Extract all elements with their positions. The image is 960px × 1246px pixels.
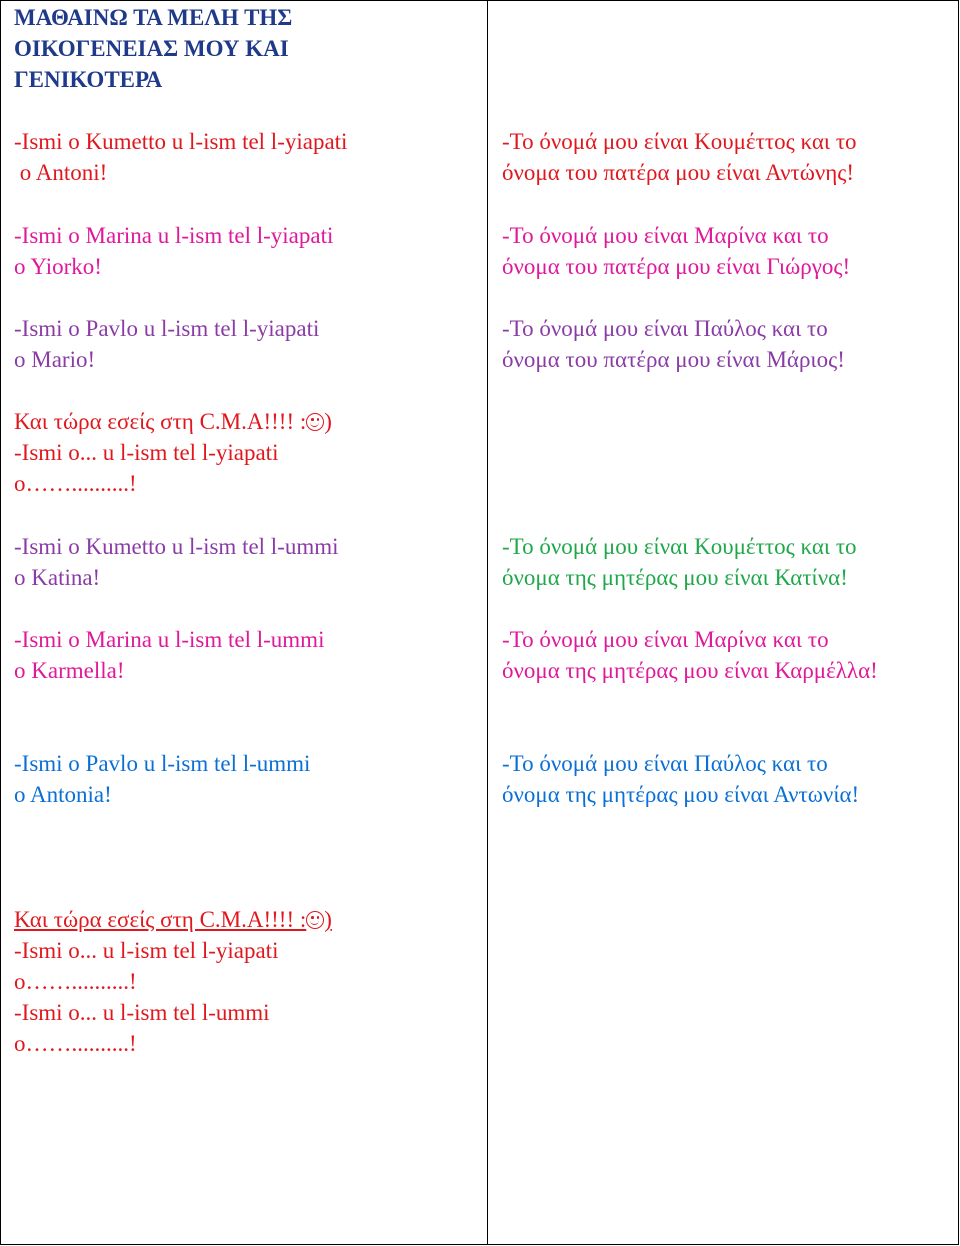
sentence-line: o Karmella! bbox=[14, 658, 125, 683]
sentence-line: όνομα του πατέρα μου είναι Αντώνης! bbox=[502, 160, 855, 185]
greek-father-kumettos bbox=[502, 126, 952, 188]
exercise-line: -Ismi o... u l-ism tel l-yiapati bbox=[14, 440, 279, 465]
greek-father-marina bbox=[502, 220, 952, 282]
title-line: ΓΕΝΙΚΟΤΕΡΑ bbox=[14, 67, 163, 92]
sentence-line: -Το όνομά μου είναι Παύλος και το bbox=[502, 316, 828, 341]
sentence-line: -Ismi o Marina u l-ism tel l-yiapati bbox=[14, 223, 334, 248]
greek-mother-pavlos bbox=[502, 748, 952, 810]
sentence-line: όνομα του πατέρα μου είναι Γιώργος! bbox=[502, 254, 851, 279]
sentence-line: -Το όνομά μου είναι Μαρίνα και το bbox=[502, 627, 829, 652]
greek-father-pavlos bbox=[502, 313, 952, 375]
page-title bbox=[14, 2, 474, 95]
sentence-line: -Ismi o Pavlo u l-ism tel l-yiapati bbox=[14, 316, 320, 341]
title-line: ΜΑΘΑΙΝΩ ΤΑ ΜΕΛΗ ΤΗΣ bbox=[14, 5, 293, 30]
exercise-line: -Ismi o... u l-ism tel l-ummi bbox=[14, 1000, 270, 1025]
sentence-line: -Ismi o Marina u l-ism tel l-ummi bbox=[14, 627, 325, 652]
exercise-block-1 bbox=[14, 406, 484, 499]
sentence-line: o Katina! bbox=[14, 565, 101, 590]
exercise-line: -Ismi o... u l-ism tel l-yiapati bbox=[14, 938, 279, 963]
exercise-line: o……..........! bbox=[14, 969, 137, 994]
exercise-block-2 bbox=[14, 904, 484, 1059]
column-divider bbox=[487, 0, 488, 1245]
sentence-line: -Ismi o Kumetto u l-ism tel l-ummi bbox=[14, 534, 339, 559]
smiley-face-icon bbox=[306, 911, 324, 929]
sentence-line: -Το όνομά μου είναι Μαρίνα και το bbox=[502, 223, 829, 248]
sentence-mother-marina bbox=[14, 624, 484, 686]
sentence-line: όνομα της μητέρας μου είναι Αντωνία! bbox=[502, 782, 860, 807]
sentence-line: όνομα του πατέρα μου είναι Μάριος! bbox=[502, 347, 845, 372]
sentence-father-kumetto bbox=[14, 126, 484, 188]
sentence-line: όνομα της μητέρας μου είναι Κατίνα! bbox=[502, 565, 848, 590]
sentence-father-marina bbox=[14, 220, 484, 282]
greek-mother-kumettos bbox=[502, 531, 952, 593]
title-line: ΟΙΚΟΓΕΝΕΙΑΣ ΜΟΥ ΚΑΙ bbox=[14, 36, 289, 61]
sentence-line: -Ismi o Kumetto u l-ism tel l-yiapati bbox=[14, 129, 348, 154]
sentence-line: -Το όνομά μου είναι Παύλος και το bbox=[502, 751, 828, 776]
sentence-line: o Antoni! bbox=[14, 160, 108, 185]
smiley-face-icon bbox=[306, 413, 324, 431]
exercise-heading: Και τώρα εσείς στη C.M.A!!!! : ) bbox=[14, 907, 332, 932]
sentence-mother-kumetto bbox=[14, 531, 484, 593]
sentence-line: -Το όνομά μου είναι Κουμέττος και το bbox=[502, 534, 857, 559]
sentence-line: o Mario! bbox=[14, 347, 96, 372]
exercise-heading: Και τώρα εσείς στη C.M.A!!!! : ) bbox=[14, 409, 332, 434]
sentence-line: o Yiorko! bbox=[14, 254, 102, 279]
sentence-father-pavlo bbox=[14, 313, 484, 375]
exercise-line: o……..........! bbox=[14, 471, 137, 496]
sentence-mother-pavlo bbox=[14, 748, 484, 810]
sentence-line: o Antonia! bbox=[14, 782, 112, 807]
sentence-line: -Το όνομά μου είναι Κουμέττος και το bbox=[502, 129, 857, 154]
sentence-line: -Ismi o Pavlo u l-ism tel l-ummi bbox=[14, 751, 311, 776]
sentence-line: όνομα της μητέρας μου είναι Καρμέλλα! bbox=[502, 658, 878, 683]
greek-mother-marina bbox=[502, 624, 952, 686]
exercise-line: o……..........! bbox=[14, 1031, 137, 1056]
